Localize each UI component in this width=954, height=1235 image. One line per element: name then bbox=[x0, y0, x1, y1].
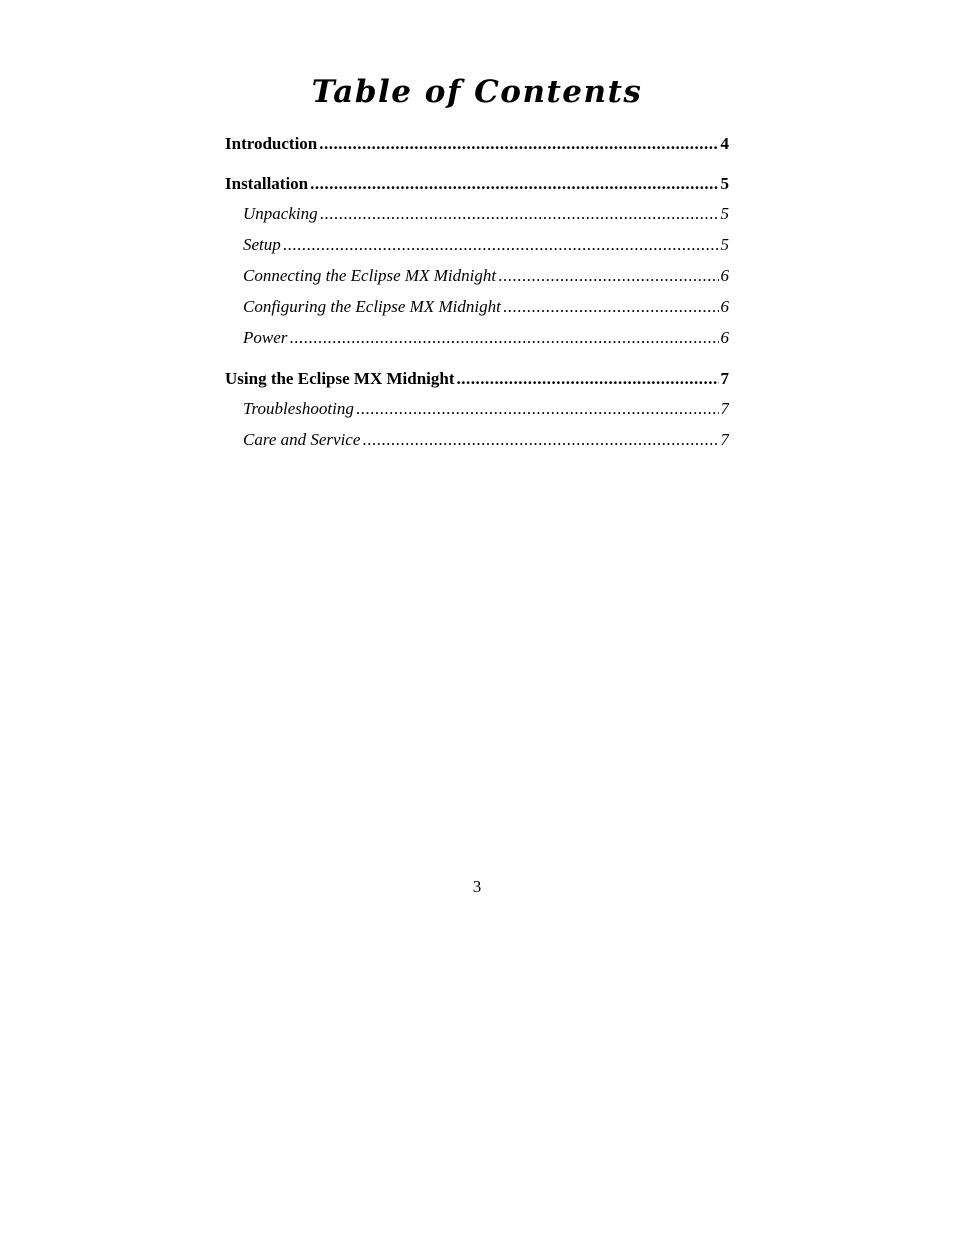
toc-entry-page: 6 bbox=[720, 328, 729, 347]
page-title: Table of Contents bbox=[311, 74, 643, 110]
toc-entry-page: 7 bbox=[720, 430, 729, 449]
toc-entry-title: Setup bbox=[243, 235, 281, 254]
toc-leader-dots bbox=[289, 322, 718, 353]
toc-leader-dots bbox=[498, 260, 718, 291]
toc-leader-dots bbox=[356, 393, 719, 424]
toc-entry-using[interactable] bbox=[225, 365, 729, 393]
toc-entry-title: Configuring the Eclipse MX Midnight bbox=[243, 297, 501, 316]
toc-entry-connecting[interactable] bbox=[225, 260, 729, 291]
toc-entry-title: Power bbox=[243, 328, 288, 347]
toc-entry-page: 6 bbox=[720, 266, 729, 285]
toc-entry-title: Unpacking bbox=[243, 204, 318, 223]
toc-leader-dots bbox=[283, 229, 719, 260]
toc-entry-page: 5 bbox=[720, 204, 729, 223]
toc-entry-power[interactable] bbox=[225, 322, 729, 353]
toc-leader-dots bbox=[457, 365, 719, 393]
toc-entry-page: 5 bbox=[720, 235, 729, 254]
toc-entry-title: Installation bbox=[225, 174, 309, 193]
page-number: 3 bbox=[472, 877, 482, 896]
toc-leader-dots bbox=[362, 424, 718, 455]
toc-entry-page: 7 bbox=[720, 399, 729, 418]
toc-entry-installation[interactable] bbox=[225, 170, 729, 198]
toc-entry-title: Introduction bbox=[225, 134, 318, 153]
toc-entry-introduction[interactable] bbox=[225, 130, 729, 158]
toc-entry-configuring[interactable] bbox=[225, 291, 729, 322]
toc-entry-troubleshooting[interactable] bbox=[225, 393, 729, 424]
toc-leader-dots bbox=[503, 291, 719, 322]
toc-entry-title: Care and Service bbox=[243, 430, 361, 449]
toc-entry-page: 7 bbox=[720, 369, 729, 388]
toc-entry-title: Using the Eclipse MX Midnight bbox=[225, 369, 455, 388]
toc-entry-title: Connecting the Eclipse MX Midnight bbox=[243, 266, 497, 285]
toc-leader-dots bbox=[320, 198, 719, 229]
toc-entry-page: 5 bbox=[720, 174, 729, 193]
toc-entry-care-and-service[interactable] bbox=[225, 424, 729, 455]
toc-entry-title: Troubleshooting bbox=[243, 399, 354, 418]
toc-entry-setup[interactable] bbox=[225, 229, 729, 260]
toc-entry-page: 6 bbox=[720, 297, 729, 316]
toc-entry-page: 4 bbox=[720, 134, 729, 153]
toc-leader-dots bbox=[319, 130, 718, 158]
toc-entry-unpacking[interactable] bbox=[225, 198, 729, 229]
table-of-contents bbox=[225, 130, 729, 455]
toc-leader-dots bbox=[310, 170, 718, 198]
